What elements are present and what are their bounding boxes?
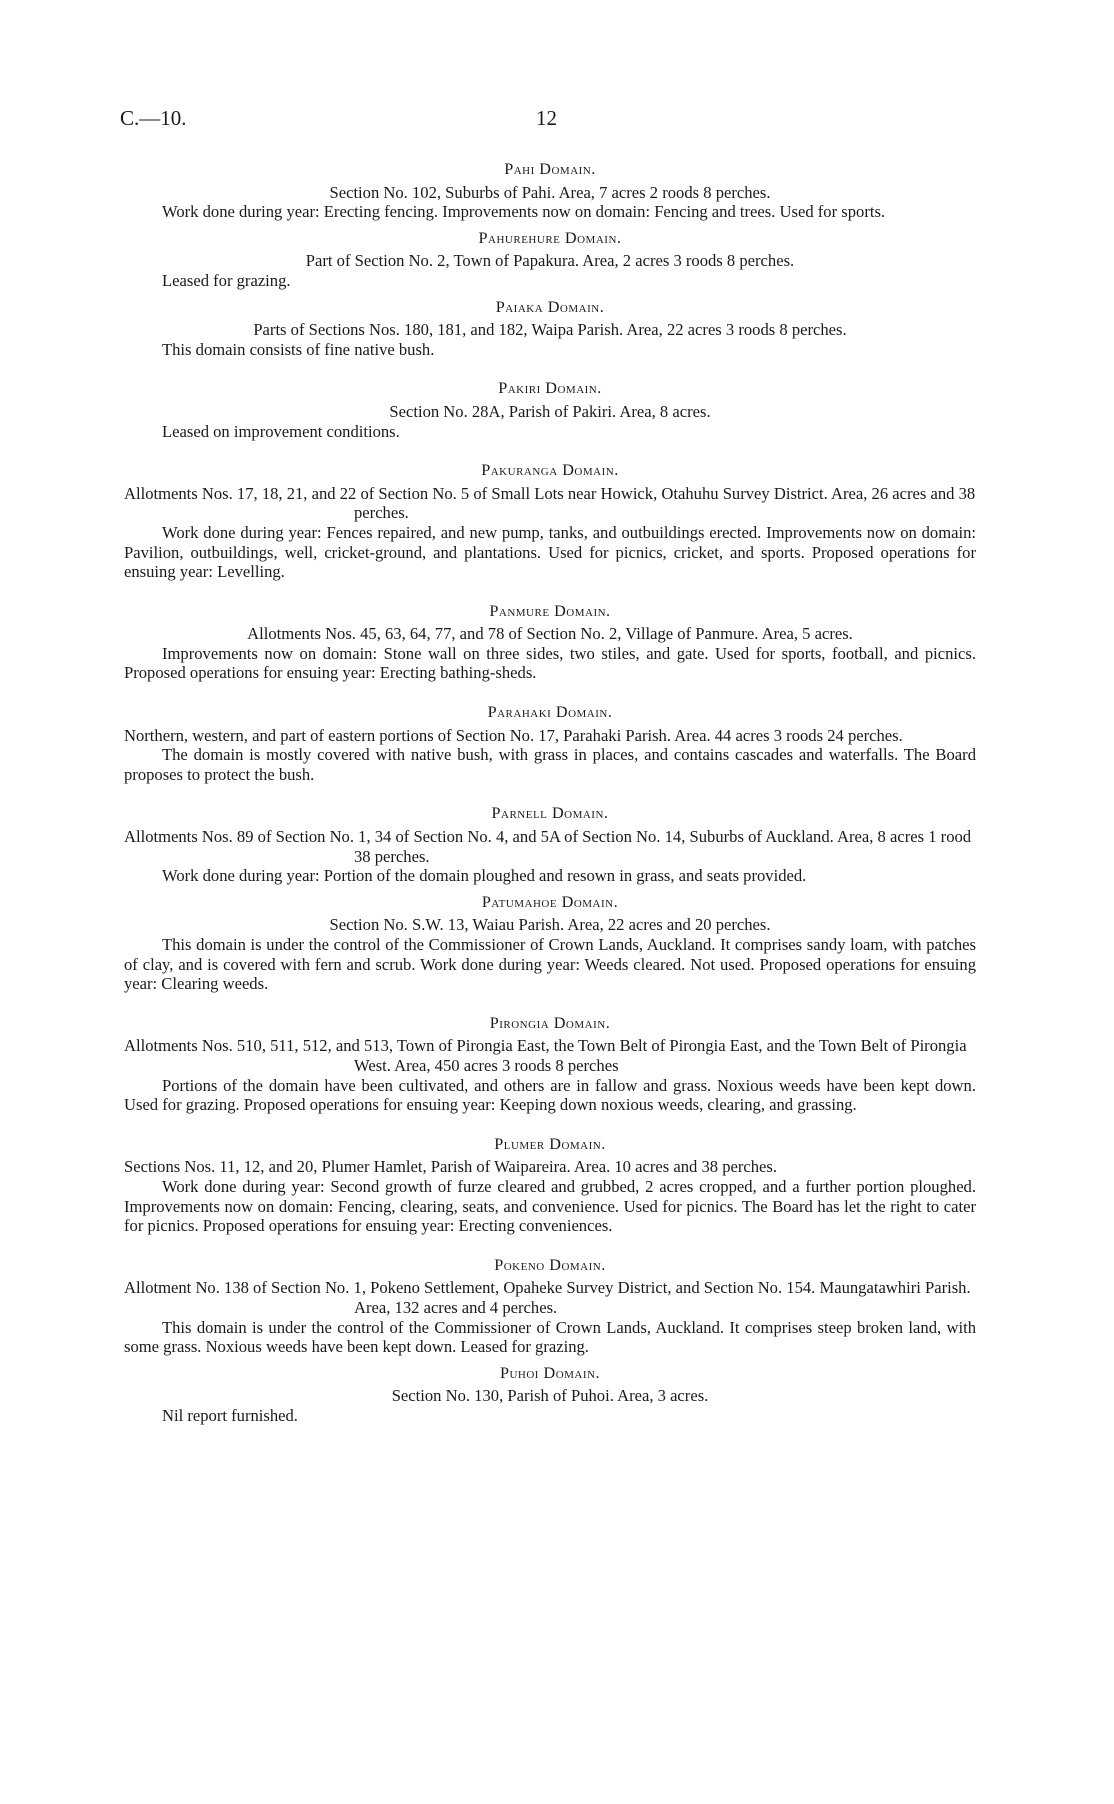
domain-section-pirongia <box>124 1014 976 1115</box>
domain-section-parahaki <box>124 703 976 784</box>
domain-heading: Pakiri Domain. <box>498 379 602 398</box>
domain-section-pahurehure <box>124 229 976 291</box>
domain-section-puhoi <box>124 1364 976 1426</box>
domain-text: This domain is under the control of the Commissioner of Crown Lands, Auckland. It comprises sandy loam, with patches of clay, and is covered with fern and scrub. Work done during year: Weeds cleared. Not used. Proposed operations for ensuing year: Clearing weeds. <box>124 935 976 994</box>
domain-section-pokeno <box>124 1256 976 1357</box>
domain-section-pakuranga <box>124 461 976 582</box>
domain-location: Section No. 130, Parish of Puhoi. Area, 3 acres. <box>391 1386 709 1406</box>
domain-text: Work done during year: Erecting fencing. Improvements now on domain: Fencing and trees. Used for sports. <box>162 202 886 222</box>
domain-text: Improvements now on domain: Stone wall on three sides, two stiles, and gate. Used for sports, football, and picnics. Proposed operations for ensuing year: Erecting bathing-sheds. <box>124 643 976 683</box>
domain-section-patumahoe <box>124 893 976 994</box>
page-number: 12 <box>536 106 557 130</box>
domain-location: Allotments Nos. 45, 63, 64, 77, and 78 of Section No. 2, Village of Panmure. Area, 5 acres. <box>247 624 853 644</box>
domain-location: Allotments Nos. 89 of Section No. 1, 34 of Section No. 4, and 5A of Section No. 14, Suburbs of Auckland. Area, 8 acres 1 rood 38 perches. <box>124 827 972 866</box>
domain-text: The domain is mostly covered with native bush, with grass in places, and contains cascades and waterfalls. The Board proposes to protect the bush. <box>124 745 976 784</box>
running-header <box>0 106 1114 136</box>
domain-heading: Pahurehure Domain. <box>478 228 622 247</box>
domain-section-paiaka <box>124 298 976 360</box>
domain-section-pakiri <box>124 379 976 441</box>
domain-text: This domain is under the control of the Commissioner of Crown Lands, Auckland. It comprises steep broken land, with some grass. Noxious weeds have been kept down. Leased for grazing. <box>124 1317 976 1357</box>
domain-location: Sections Nos. 11, 12, and 20, Plumer Hamlet, Parish of Waipareira. Area. 10 acres and 38 perches. <box>124 1157 778 1177</box>
domain-location: Section No. S.W. 13, Waiau Parish. Area, 22 acres and 20 perches. <box>329 915 771 935</box>
domain-heading: Plumer Domain. <box>494 1134 606 1153</box>
domain-heading: Parnell Domain. <box>491 804 609 823</box>
domain-heading: Patumahoe Domain. <box>481 892 619 911</box>
domain-heading: Parahaki Domain. <box>487 703 613 722</box>
domain-heading: Pokeno Domain. <box>494 1255 606 1274</box>
domain-text: Portions of the domain have been cultivated, and others are in fallow and grass. Noxious weeds have been kept down. Used for grazing. Proposed operations for ensuing year: Keeping down noxious weeds, clearing, and grassing. <box>124 1075 976 1115</box>
domain-text: Nil report furnished. <box>162 1405 298 1425</box>
domain-text: Leased on improvement conditions. <box>162 421 400 441</box>
domain-location: Allotment No. 138 of Section No. 1, Pokeno Settlement, Opaheke Survey District, and Section No. 154. Maungatawhiri Parish. Area, 132 acres and 4 perches. <box>124 1278 971 1317</box>
domain-heading: Pirongia Domain. <box>489 1013 611 1032</box>
domain-location: Parts of Sections Nos. 180, 181, and 182, Waipa Parish. Area, 22 acres 3 roods 8 perches. <box>253 320 847 340</box>
domain-location: Section No. 28A, Parish of Pakiri. Area, 8 acres. <box>389 401 711 421</box>
domain-text: Work done during year: Fences repaired, and new pump, tanks, and outbuildings erected. Improvements now on domain: Pavilion, outbuildings, well, cricket-ground, and plantations. Used for picnics, cricket, and sports. Proposed operations for ensuing year: Levelling. <box>124 522 976 582</box>
domain-heading: Panmure Domain. <box>489 601 611 620</box>
domain-location: Northern, western, and part of eastern portions of Section No. 17, Parahaki Parish. Area. 44 acres 3 roods 24 perches. <box>124 725 903 745</box>
domain-location: Allotments Nos. 510, 511, 512, and 513, Town of Pirongia East, the Town Belt of Pirongia East, and the Town Belt of Pirongia West. Area, 450 acres 3 roods 8 perches <box>124 1036 967 1075</box>
domain-section-pahi <box>124 160 976 222</box>
domain-heading: Paiaka Domain. <box>495 297 605 316</box>
domain-heading: Pahi Domain. <box>504 160 596 178</box>
domain-location: Allotments Nos. 17, 18, 21, and 22 of Section No. 5 of Small Lots near Howick, Otahuhu Survey District. Area, 26 acres and 38 perches. <box>124 483 976 523</box>
domain-text: This domain consists of fine native bush. <box>162 339 435 359</box>
domain-section-parnell <box>124 804 976 885</box>
domain-text: Work done during year: Portion of the domain ploughed and resown in grass, and seats provided. <box>162 866 807 886</box>
domain-section-plumer <box>124 1135 976 1236</box>
domain-text: Leased for grazing. <box>162 270 291 290</box>
document-reference: C.—10. <box>120 106 187 130</box>
domain-location: Section No. 102, Suburbs of Pahi. Area, 7 acres 2 roods 8 perches. <box>329 182 771 202</box>
page-body <box>124 160 976 1425</box>
domain-heading: Pakuranga Domain. <box>481 461 619 480</box>
domain-location: Part of Section No. 2, Town of Papakura. Area, 2 acres 3 roods 8 perches. <box>305 251 795 271</box>
domain-heading: Puhoi Domain. <box>499 1363 601 1382</box>
domain-text: Work done during year: Second growth of furze cleared and grubbed, 2 acres cropped, and a further portion ploughed. Improvements now on domain: Fencing, clearing, seats, and convenience. Used for picnics. The Board has let the right to cater for picnics. Proposed operations for ensuing year: Erecting conveniences. <box>124 1176 976 1236</box>
domain-section-panmure <box>124 602 976 683</box>
